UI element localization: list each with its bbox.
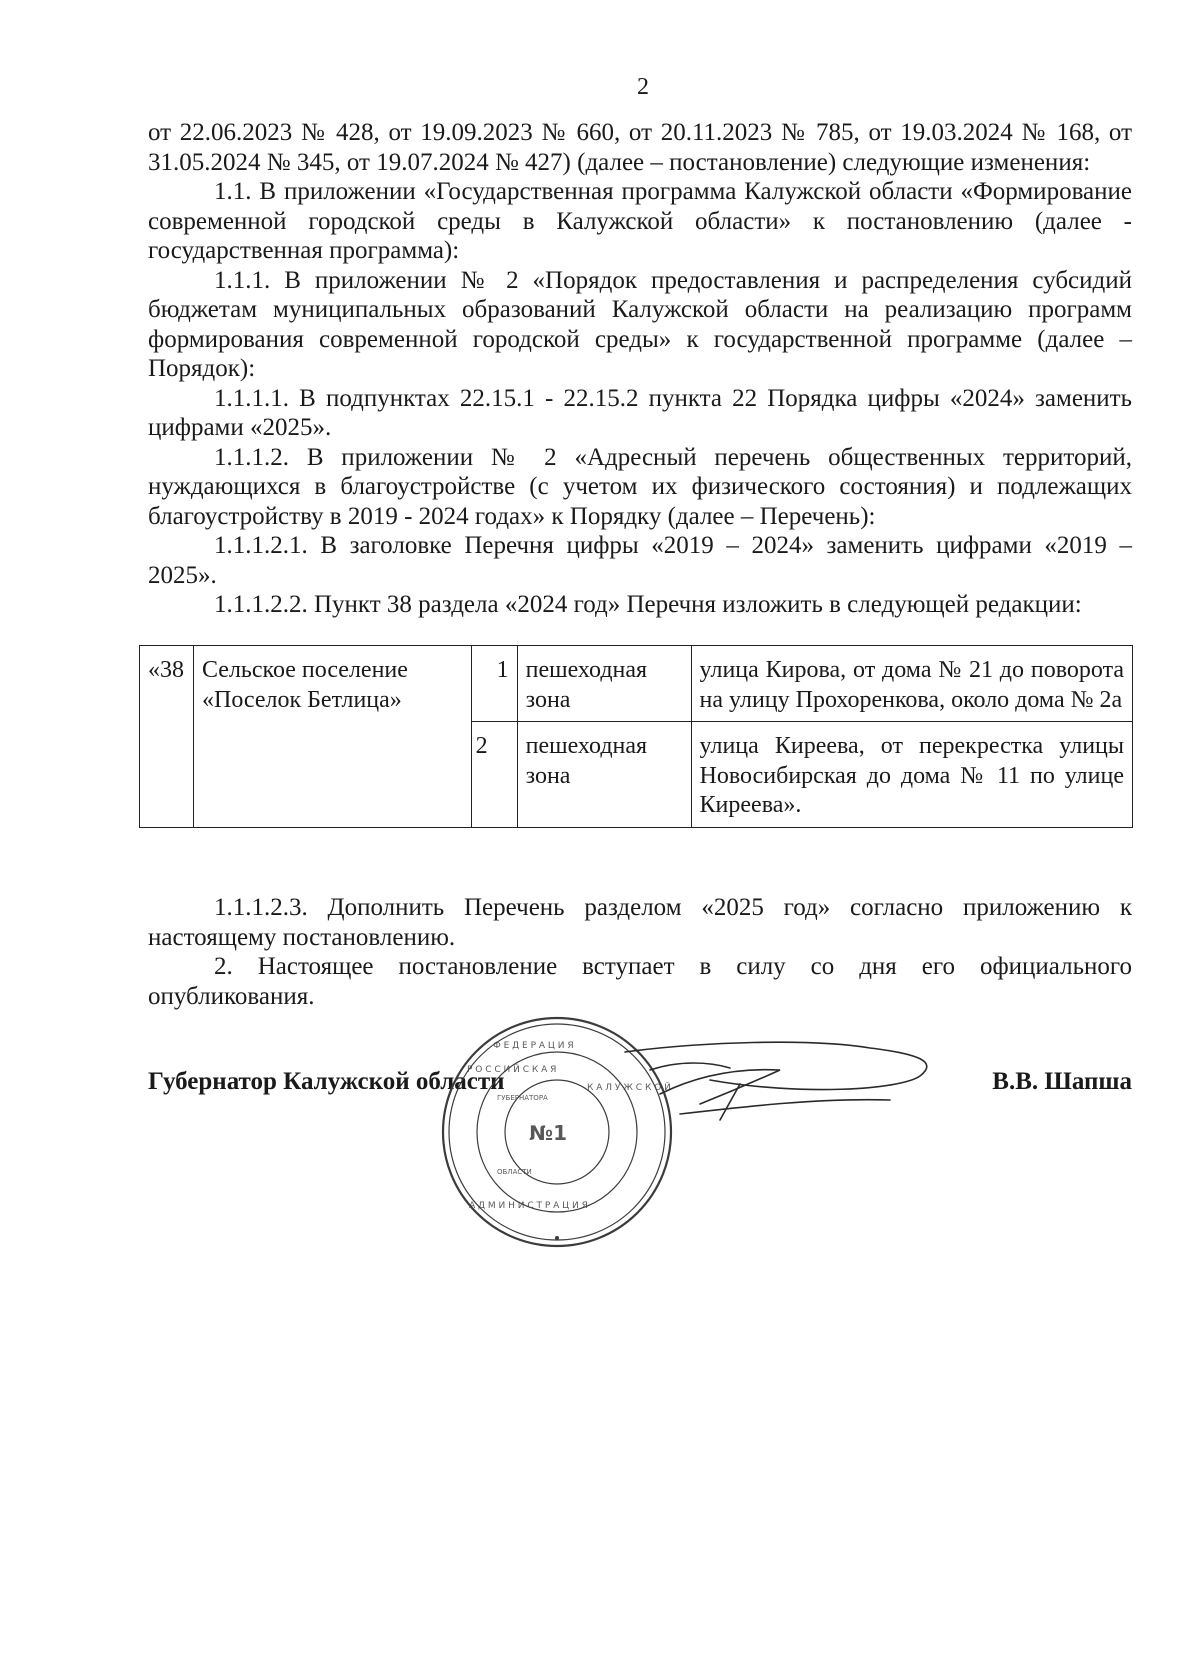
handwritten-signature [620, 1040, 950, 1140]
svg-text:№1: №1 [529, 1121, 567, 1145]
svg-text:А Д М И Н И С Т Р А Ц И Я: А Д М И Н И С Т Р А Ц И Я [469, 1201, 588, 1211]
address-cell: улица Киреева, от перекрестка улицы Новосибирская до дома № 11 по улице Киреева». [691, 722, 1132, 828]
svg-text:ОБЛАСТИ: ОБЛАСТИ [497, 1168, 532, 1176]
svg-text:Ф Е Д Е Р А Ц И Я: Ф Е Д Е Р А Ц И Я [493, 1041, 574, 1051]
signatory-name: В.В. Шапша [992, 1068, 1132, 1095]
address-list-table [139, 645, 1133, 828]
svg-text:К А Л У Ж С К О Й: К А Л У Ж С К О Й [587, 1083, 671, 1093]
item-number-cell: «38 [140, 646, 194, 828]
address-cell: улица Кирова, от дома № 21 до поворота на улицу Прохоренкова, около дома № 2а [691, 646, 1132, 722]
paragraph-changes-intro: от 22.06.2023 № 428, от 19.09.2023 № 660, от 20.11.2023 № 785, от 19.03.2024 № 168, от 31.05.2024 № 345, от 19.07.2024 № 427) (далее – постановление) следующие изменения: [148, 119, 1132, 176]
page-number: 2 [637, 74, 649, 100]
svg-text:ГУБЕРНАТОРА: ГУБЕРНАТОРА [497, 1094, 548, 1102]
paragraph-1-1: 1.1. В приложении «Государственная программа Калужской области «Формирование современной городской среды в Калужской области» к постановлению (далее - государственная программа): [148, 178, 1132, 264]
signatory-position: Губернатор Калужской области [148, 1068, 505, 1095]
row-number-cell: 2 [471, 722, 517, 828]
row-number-cell: 1 [471, 646, 517, 722]
paragraph-1-1-1-2-1: 1.1.1.2.1. В заголовке Перечня цифры «2019 – 2024» заменить цифрами «2019 – 2025». [148, 532, 1132, 589]
paragraph-1-1-1-2: 1.1.1.2. В приложении № 2 «Адресный перечень общественных территорий, нуждающихся в благоустройстве (с учетом их физического состояния) и подлежащих благоустройству в 2019 - 2024 годах» к Порядку (далее – Перечень): [148, 443, 1132, 530]
closing-text [148, 893, 1132, 1011]
territory-type-cell: пешеходная зона [517, 722, 691, 828]
body-text [148, 118, 1132, 620]
paragraph-1-1-1-2-2: 1.1.1.2.2. Пункт 38 раздела «2024 год» Перечня изложить в следующей редакции: [214, 591, 1082, 618]
table-row [140, 646, 1133, 722]
territory-type-cell: пешеходная зона [517, 646, 691, 722]
svg-text:Р О С С И Й С К А Я: Р О С С И Й С К А Я [467, 1065, 557, 1075]
paragraph-2: 2. Настоящее постановление вступает в силу со дня его официального опубликования. [148, 953, 1132, 1010]
paragraph-1-1-1-1: 1.1.1.1. В подпунктах 22.15.1 - 22.15.2 пункта 22 Порядка цифры «2024» заменить цифрами «2025». [148, 384, 1132, 441]
settlement-cell: Сельское поселение «Поселок Бетлица» [193, 646, 471, 828]
paragraph-1-1-1: 1.1.1. В приложении № 2 «Порядок предоставления и распределения субсидий бюджетам муниципальных образований Калужской области на реализацию программ формирования современной городской среды» к государственной программе (далее – Порядок): [148, 266, 1132, 382]
paragraph-1-1-1-2-3: 1.1.1.2.3. Дополнить Перечень разделом «2025 год» согласно приложению к настоящему постановлению. [148, 894, 1132, 951]
